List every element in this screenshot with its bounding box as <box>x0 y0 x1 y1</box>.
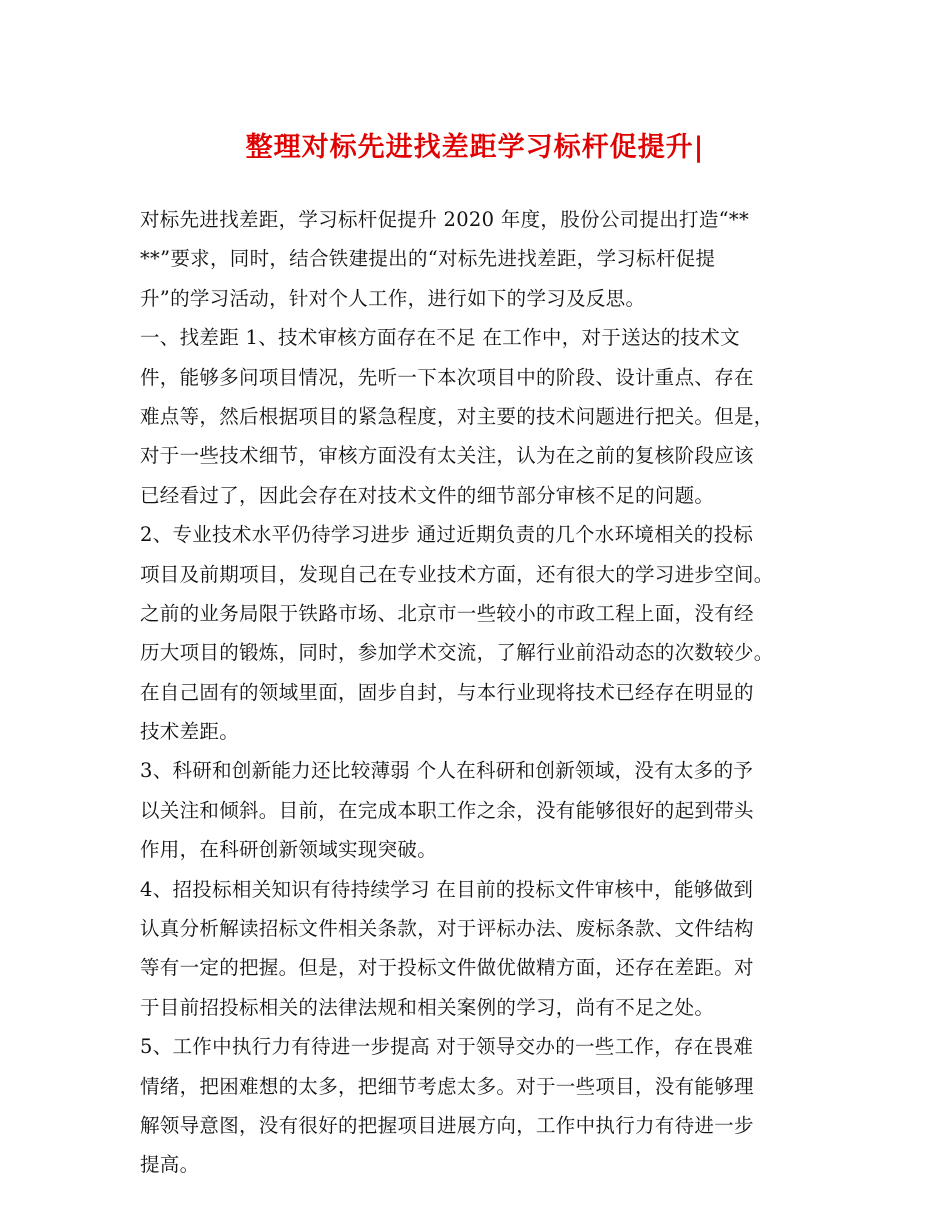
text-line: 难点等，然后根据项目的紧急程度，对主要的技术问题进行把关。但是， <box>140 404 774 428</box>
text-line: 情绪，把困难想的太多，把细节考虑太多。对于一些项目，没有能够理 <box>140 1074 754 1098</box>
text-line: 之前的业务局限于铁路市场、北京市一些较小的市政工程上面，没有经 <box>140 601 754 625</box>
text-line: 项目及前期项目，发现自己在专业技术方面，还有很大的学习进步空间。 <box>140 562 774 586</box>
text-line: 对标先进找差距，学习标杆促提升 2020 年度，股份公司提出打造“** <box>140 208 749 231</box>
text-line: 于目前招投标相关的法律法规和相关案例的学习，尚有不足之处。 <box>140 995 715 1019</box>
text-line: 解领导意图，没有很好的把握项目进展方向，工作中执行力有待进一步 <box>140 1113 754 1137</box>
text-line: 件，能够多问项目情况，先听一下本次项目中的阶段、设计重点、存在 <box>140 365 754 389</box>
text-line: 等有一定的把握。但是，对于投标文件做优做精方面，还存在差距。对 <box>140 956 754 980</box>
text-line: 以关注和倾斜。目前，在完成本职工作之余，没有能够很好的起到带头 <box>140 798 754 822</box>
document-body <box>140 200 830 1185</box>
text-line: 作用，在科研创新领域实现突破。 <box>140 838 438 862</box>
text-line: 一、找差距 1、技术审核方面存在不足 在工作中，对于送达的技术文 <box>140 326 740 350</box>
text-line: 对于一些技术细节，审核方面没有太关注，认为在之前的复核阶段应该 <box>140 444 754 468</box>
text-line: 提高。 <box>140 1153 200 1177</box>
text-line: 4、招投标相关知识有待持续学习 在目前的投标文件审核中，能够做到 <box>140 877 754 901</box>
text-line: 技术差距。 <box>140 720 240 744</box>
document-title: 整理对标先进找差距学习标杆促提升| <box>245 132 705 163</box>
text-line: 2、专业技术水平仍待学习进步 通过近期负责的几个水环境相关的投标 <box>140 523 754 547</box>
text-line: 历大项目的锻炼，同时，参加学术交流，了解行业前沿动态的次数较少。 <box>140 641 774 665</box>
text-line: 在自己固有的领域里面，固步自封，与本行业现将技术已经存在明显的 <box>140 680 754 704</box>
text-line: 认真分析解读招标文件相关条款，对于评标办法、废标条款、文件结构 <box>140 917 754 941</box>
text-line: 升”的学习活动，针对个人工作，进行如下的学习及反思。 <box>140 286 646 310</box>
text-line: **”要求，同时，结合铁建提出的“对标先进找差距，学习标杆促提 <box>140 247 716 271</box>
text-line: 3、科研和创新能力还比较薄弱 个人在科研和创新领域，没有太多的予 <box>140 759 754 783</box>
text-line: 5、工作中执行力有待进一步提高 对于领导交办的一些工作，存在畏难 <box>140 1035 754 1059</box>
text-line: 已经看过了，因此会存在对技术文件的细节部分审核不足的问题。 <box>140 483 715 507</box>
